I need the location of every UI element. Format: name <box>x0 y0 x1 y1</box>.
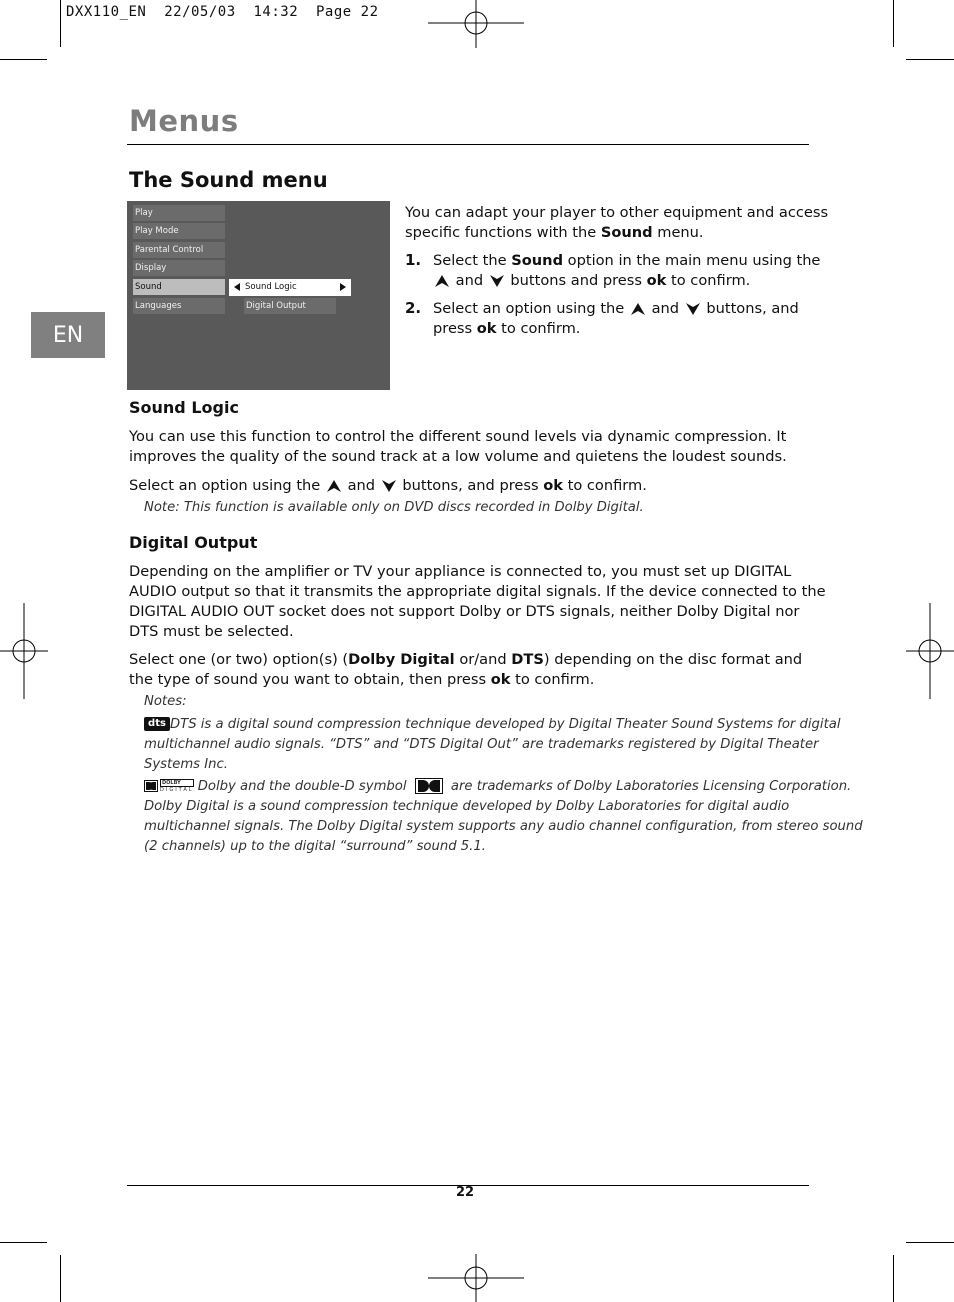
text: buttons and press <box>510 272 647 289</box>
arrow-up-icon <box>631 303 645 315</box>
step-1-number: 1. <box>405 251 422 269</box>
para-line: You can use this function to control the different sound levels via dynamic compression. It <box>129 428 787 445</box>
submenu-selected <box>229 279 351 296</box>
note-line <box>144 777 863 797</box>
intro-paragraph <box>405 203 828 243</box>
step-line <box>433 319 799 339</box>
text: DTS is a digital sound compression technique developed by Digital Theater Sound Systems for digital <box>170 717 841 732</box>
text: Select an option using the <box>129 477 321 494</box>
note-line: Systems Inc. <box>144 757 228 772</box>
text: Select an option using the <box>433 300 625 317</box>
bold-text: Dolby Digital <box>348 651 455 668</box>
double-d-icon <box>144 780 158 792</box>
text: Select one (or two) option(s) ( <box>129 651 349 668</box>
menu-item-parental-control: Parental Control <box>133 242 225 258</box>
text: Select the <box>433 252 512 269</box>
step-1-text <box>433 251 820 291</box>
note-line: (2 channels) up to the digital “surround” sound 5.1. <box>144 839 486 854</box>
language-tab-label: EN <box>52 322 84 348</box>
bold-text: Sound <box>600 224 653 241</box>
crop-mark <box>906 59 954 60</box>
bold-text: ok <box>543 477 563 494</box>
crop-mark <box>893 0 894 47</box>
text: to confirm. <box>496 320 581 337</box>
note-line: Dolby Digital is a sound compression technique developed by Dolby Laboratories for digital audio <box>144 799 790 814</box>
section-title: The Sound menu <box>129 168 328 192</box>
dolby-logo-sub: DIGITAL <box>160 787 194 793</box>
text: to confirm. <box>666 272 751 289</box>
digital-output-heading: Digital Output <box>129 533 258 552</box>
para-line <box>129 650 802 670</box>
text: the type of sound you want to obtain, then press <box>129 671 491 688</box>
text: and <box>651 300 680 317</box>
text: specific functions with the <box>405 224 601 241</box>
intro-line: You can adapt your player to other equipment and access <box>405 204 829 221</box>
dolby-note <box>144 777 863 857</box>
notes-label: Notes: <box>144 694 187 709</box>
step-line <box>433 251 820 271</box>
text: to confirm. <box>510 671 595 688</box>
text: and <box>347 477 376 494</box>
arrow-up-icon <box>327 480 341 492</box>
arrow-down-icon <box>490 275 504 287</box>
bold-text: Sound <box>511 252 564 269</box>
arrow-left-icon <box>234 283 240 291</box>
text: Dolby and the double-D symbol <box>197 779 407 794</box>
dolby-digital-logo-icon <box>144 779 194 793</box>
crop-mark <box>0 1242 47 1243</box>
crop-mark <box>60 0 61 47</box>
registration-mark-bottom <box>428 1254 524 1302</box>
menu-item-display: Display <box>133 260 225 276</box>
note-line: multichannel audio signals. “DTS” and “DTS Digital Out” are trademarks registered by Digital Theater <box>144 737 819 752</box>
text: buttons, and press <box>402 477 544 494</box>
dolby-logo-text: DOLBY <box>160 779 194 787</box>
bold-text: ok <box>476 320 497 337</box>
arrow-right-icon <box>340 283 346 291</box>
menu-item-play-mode: Play Mode <box>133 223 225 239</box>
para-line: Depending on the amplifier or TV your appliance is connected to, you must set up DIGITAL <box>129 563 792 580</box>
dts-note <box>144 715 841 775</box>
step-2-number: 2. <box>405 299 422 317</box>
text: option in the main menu using the <box>563 252 821 269</box>
sound-logic-heading: Sound Logic <box>129 398 239 417</box>
arrow-down-icon <box>686 303 700 315</box>
text: menu. <box>652 224 704 241</box>
arrow-down-icon <box>382 480 396 492</box>
menu-item-play: Play <box>133 205 225 221</box>
text: and <box>455 272 484 289</box>
page-title: Menus <box>129 104 239 138</box>
para-line: DIGITAL AUDIO OUT socket does not support Dolby or DTS signals, neither Dolby Digital nor <box>129 603 800 620</box>
text: to confirm. <box>562 477 647 494</box>
double-d-icon <box>415 778 443 794</box>
menu-item-sound: Sound <box>133 279 225 295</box>
step-line <box>433 299 799 319</box>
text: press <box>433 320 477 337</box>
registration-mark-left <box>0 603 48 699</box>
text: buttons, and <box>706 300 799 317</box>
dts-logo-icon: dts <box>144 717 170 731</box>
crop-mark <box>0 59 47 60</box>
submenu-item-digital-output: Digital Output <box>244 298 336 314</box>
step-line <box>433 271 820 291</box>
registration-mark-right <box>906 603 954 699</box>
text: or/and <box>454 651 512 668</box>
crop-mark <box>893 1255 894 1302</box>
menu-screenshot <box>127 201 390 390</box>
para-line: improves the quality of the sound track at a low volume and quietens the loudest sounds. <box>129 448 787 465</box>
arrow-up-icon <box>435 275 449 287</box>
language-tab <box>31 312 105 358</box>
digital-output-paragraph <box>129 562 826 642</box>
registration-mark-top <box>428 0 524 48</box>
para-line: DTS must be selected. <box>129 623 294 640</box>
bold-text: DTS <box>511 651 544 668</box>
crop-mark <box>906 1242 954 1243</box>
para-line: AUDIO output so that it transmits the appropriate digital signals. If the device connected to the <box>129 583 826 600</box>
header-rule <box>127 144 809 145</box>
step-2-text <box>433 299 799 339</box>
sound-logic-note: Note: This function is available only on DVD discs recorded in Dolby Digital. <box>144 500 644 515</box>
crop-mark <box>60 1255 61 1302</box>
print-slug: DXX110_EN 22/05/03 14:32 Page 22 <box>66 4 379 20</box>
intro-line <box>405 223 828 243</box>
digital-output-select <box>129 650 802 690</box>
bold-text: ok <box>646 272 667 289</box>
sound-logic-paragraph <box>129 427 787 467</box>
text: ) depending on the disc format and <box>543 651 803 668</box>
para-line <box>129 670 802 690</box>
note-line: multichannel signals. The Dolby Digital system supports any audio channel configuration, from stereo sound <box>144 819 863 834</box>
bold-text: ok <box>490 671 511 688</box>
page-number: 22 <box>456 1185 475 1200</box>
menu-item-languages: Languages <box>133 298 225 314</box>
submenu-selected-label: Sound Logic <box>245 282 297 292</box>
sound-logic-select <box>129 476 647 496</box>
note-line <box>144 715 841 735</box>
text: are trademarks of Dolby Laboratories Licensing Corporation. <box>450 779 852 794</box>
